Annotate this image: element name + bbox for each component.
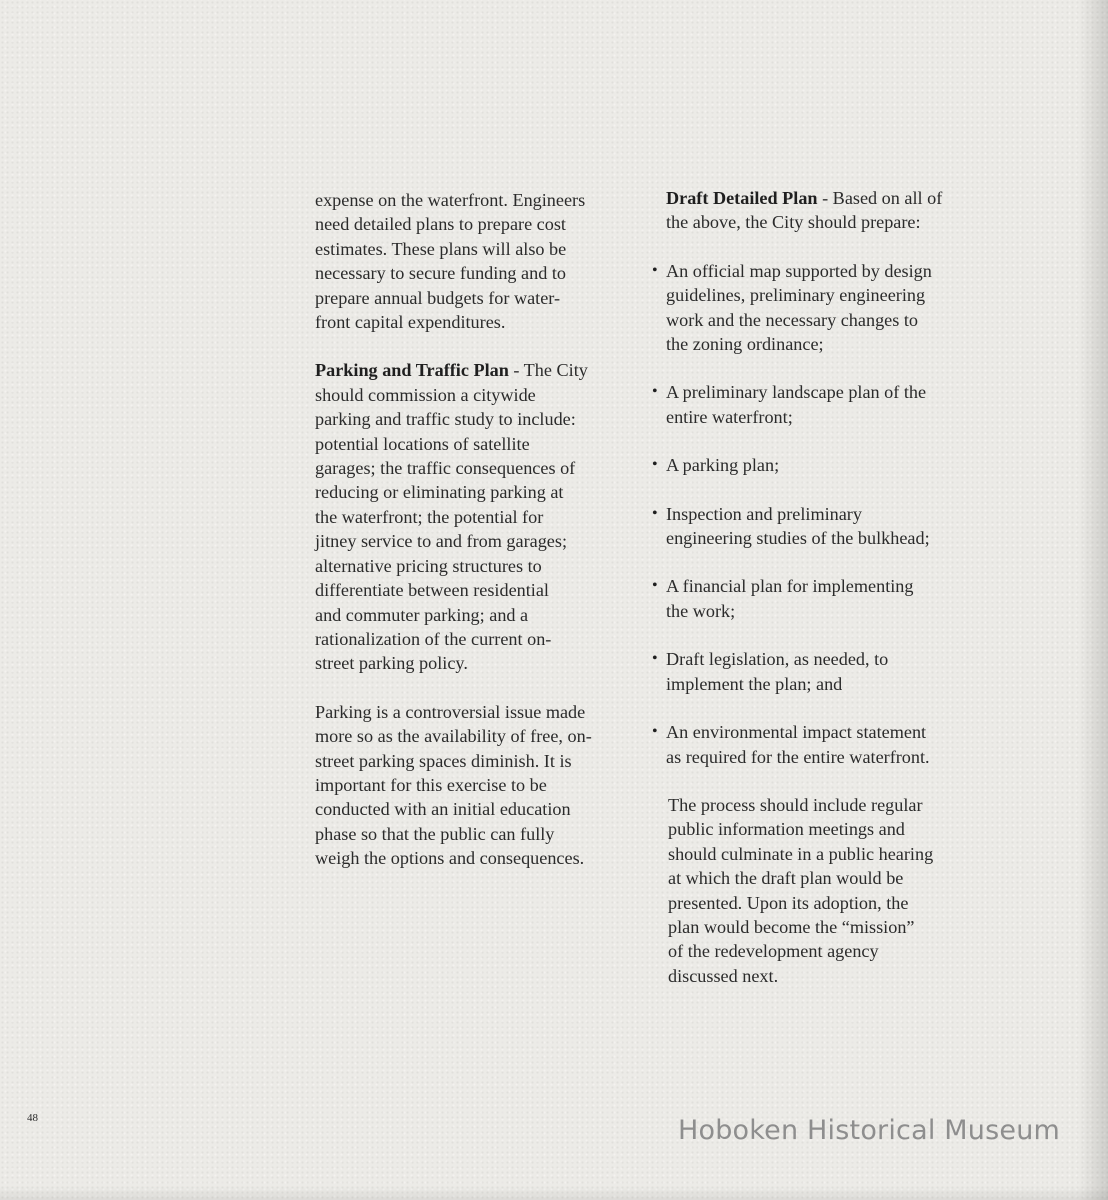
text-line: implement the plan; and bbox=[666, 673, 843, 694]
text-line: important for this exercise to be bbox=[315, 774, 547, 795]
closing-paragraph bbox=[666, 793, 976, 988]
text-line: at which the draft plan would be bbox=[668, 868, 904, 889]
draft-heading: Draft Detailed Plan bbox=[666, 188, 818, 208]
text-line: expense on the waterfront. Engineers bbox=[315, 190, 586, 210]
bullet-icon: • bbox=[652, 261, 658, 279]
text-line: conducted with an initial education bbox=[315, 799, 571, 820]
right-column bbox=[652, 186, 976, 988]
heading-rest: - The City bbox=[508, 360, 588, 381]
page-edge-shadow bbox=[1078, 0, 1108, 1200]
list-item bbox=[652, 574, 976, 623]
text-line: alternative pricing structures to bbox=[315, 555, 542, 576]
draft-intro bbox=[666, 186, 976, 235]
text-line bbox=[315, 358, 620, 382]
text-line: plan would become the “mission” bbox=[668, 916, 915, 937]
text-line: work and the necessary changes to bbox=[666, 309, 919, 330]
list-item bbox=[652, 647, 976, 696]
text-line: should culminate in a public hearing bbox=[668, 843, 934, 864]
text-line: presented. Upon its adoption, the bbox=[668, 892, 909, 913]
text-line: prepare annual budgets for water- bbox=[315, 287, 561, 308]
text-line: Inspection and preliminary bbox=[666, 503, 862, 524]
list-item bbox=[652, 720, 976, 769]
text-line: jitney service to and from garages; bbox=[315, 531, 568, 552]
text-line: as required for the entire waterfront. bbox=[666, 746, 930, 767]
list-item bbox=[652, 453, 976, 477]
bullet-icon: • bbox=[652, 723, 658, 741]
text-line: of the redevelopment agency bbox=[668, 941, 879, 962]
bullet-icon: • bbox=[652, 650, 658, 668]
text-line: phase so that the public can fully bbox=[315, 823, 555, 844]
text-line: engineering studies of the bulkhead; bbox=[666, 528, 930, 549]
text-line: The process should include regular bbox=[668, 794, 923, 815]
text-line: necessary to secure funding and to bbox=[315, 263, 567, 284]
text-line: need detailed plans to prepare cost bbox=[315, 214, 566, 235]
text-line: weigh the options and consequences. bbox=[315, 848, 585, 869]
bullet-icon: • bbox=[652, 383, 658, 401]
text-line: An official map supported by design bbox=[666, 260, 932, 281]
text-line: differentiate between residential bbox=[315, 580, 549, 601]
bullet-icon: • bbox=[652, 456, 658, 474]
text-line: A parking plan; bbox=[666, 455, 780, 476]
text-line: entire waterfront; bbox=[666, 406, 793, 427]
bullet-icon: • bbox=[652, 577, 658, 595]
text-line bbox=[666, 186, 976, 210]
text-line: should commission a citywide bbox=[315, 384, 536, 405]
list-item bbox=[652, 259, 976, 357]
parking-heading: Parking and Traffic Plan bbox=[315, 360, 509, 381]
bullet-icon: • bbox=[652, 504, 658, 522]
text-line: Parking is a controversial issue made bbox=[315, 701, 586, 722]
text-line: rationalization of the current on- bbox=[315, 628, 552, 649]
watermark: Hoboken Historical Museum bbox=[678, 1115, 1061, 1146]
text-line: street parking spaces diminish. It is bbox=[315, 750, 572, 771]
text-line: the waterfront; the potential for bbox=[315, 506, 544, 527]
page-bottom-shadow bbox=[0, 1186, 1108, 1200]
text-line: An environmental impact statement bbox=[666, 722, 927, 743]
text-line: street parking policy. bbox=[315, 653, 468, 674]
left-column bbox=[315, 188, 620, 871]
text-line: and commuter parking; and a bbox=[315, 604, 529, 625]
heading-rest: - Based on all of bbox=[817, 188, 943, 208]
list-item bbox=[652, 502, 976, 551]
page-number: 48 bbox=[27, 1112, 38, 1124]
text-line: Draft legislation, as needed, to bbox=[666, 649, 889, 670]
text-line: front capital expenditures. bbox=[315, 312, 506, 333]
text-line: estimates. These plans will also be bbox=[315, 238, 567, 259]
bullet-list bbox=[652, 259, 976, 769]
controversy-paragraph bbox=[315, 700, 620, 871]
text-line: the above, the City should prepare: bbox=[666, 212, 921, 233]
text-line: the work; bbox=[666, 600, 736, 621]
list-item bbox=[652, 380, 976, 429]
text-line: more so as the availability of free, on- bbox=[315, 726, 592, 747]
text-line: A preliminary landscape plan of the bbox=[666, 382, 927, 403]
parking-paragraph bbox=[315, 358, 620, 675]
intro-paragraph bbox=[315, 188, 620, 334]
text-line: parking and traffic study to include: bbox=[315, 409, 576, 430]
text-line: discussed next. bbox=[668, 965, 779, 986]
text-line: the zoning ordinance; bbox=[666, 334, 824, 355]
text-line: A financial plan for implementing bbox=[666, 576, 914, 597]
text-line: public information meetings and bbox=[668, 819, 905, 840]
text-line: potential locations of satellite bbox=[315, 433, 530, 454]
text-line: reducing or eliminating parking at bbox=[315, 482, 564, 503]
text-line: garages; the traffic consequences of bbox=[315, 458, 576, 479]
text-line: guidelines, preliminary engineering bbox=[666, 285, 926, 306]
